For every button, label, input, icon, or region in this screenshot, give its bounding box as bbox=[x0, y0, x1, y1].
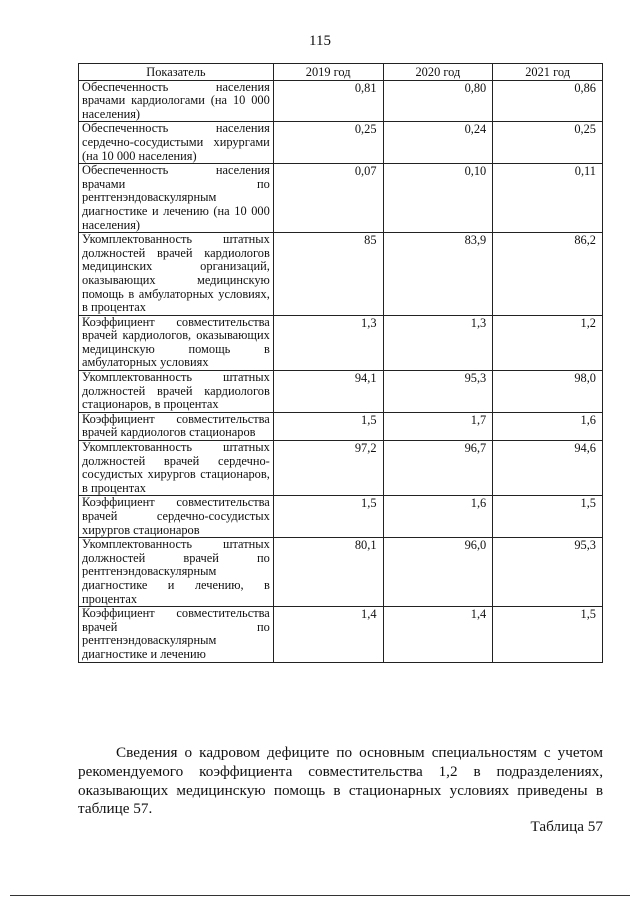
value-2021: 1,2 bbox=[493, 315, 603, 370]
value-2019: 1,4 bbox=[273, 607, 383, 662]
table-row bbox=[79, 122, 603, 164]
staffing-deficit-paragraph: Сведения о кадровом дефиците по основным специальностям с учетом рекомендуемого коэффициента совместительства 1,2 в подразделениях, оказывающих медицинскую помощь в стационарных условиях приведены в таблице 57. bbox=[78, 744, 603, 818]
indicator-cell: Укомплектованность штатных должностей врачей кардиологов стационаров, в процентах bbox=[79, 371, 274, 413]
value-2021: 0,25 bbox=[493, 122, 603, 164]
value-2019: 1,5 bbox=[273, 412, 383, 440]
value-2019: 94,1 bbox=[273, 371, 383, 413]
indicator-cell: Укомплектованность штатных должностей врачей сердечно-сосудистых хирургов стационаров, в процентах bbox=[79, 441, 274, 496]
value-2020: 95,3 bbox=[383, 371, 493, 413]
value-2021: 0,86 bbox=[493, 80, 603, 122]
table-row bbox=[79, 496, 603, 538]
value-2021: 98,0 bbox=[493, 371, 603, 413]
indicator-cell: Коэффициент совместительства врачей сердечно-сосудистых хирургов стационаров bbox=[79, 496, 274, 538]
table-caption: Таблица 57 bbox=[530, 818, 603, 835]
value-2019: 97,2 bbox=[273, 441, 383, 496]
table-row bbox=[79, 371, 603, 413]
value-2020: 1,7 bbox=[383, 412, 493, 440]
table-header-row bbox=[79, 64, 603, 81]
table-row bbox=[79, 233, 603, 316]
header-2021: 2021 год bbox=[493, 64, 603, 81]
value-2021: 0,11 bbox=[493, 164, 603, 233]
indicator-cell: Обеспеченность населения врачами кардиологами (на 10 000 населения) bbox=[79, 80, 274, 122]
table-row bbox=[79, 164, 603, 233]
value-2020: 0,24 bbox=[383, 122, 493, 164]
value-2019: 85 bbox=[273, 233, 383, 316]
value-2021: 86,2 bbox=[493, 233, 603, 316]
header-indicator: Показатель bbox=[79, 64, 274, 81]
value-2020: 0,10 bbox=[383, 164, 493, 233]
indicator-cell: Коэффициент совместительства врачей кардиологов стационаров bbox=[79, 412, 274, 440]
indicator-cell: Коэффициент совместительства врачей кардиологов, оказывающих медицинскую помощь в амбулаторных условиях bbox=[79, 315, 274, 370]
value-2020: 96,0 bbox=[383, 538, 493, 607]
indicator-cell: Обеспеченность населения сердечно-сосудистыми хирургами (на 10 000 населения) bbox=[79, 122, 274, 164]
staffing-indicators-table bbox=[78, 63, 603, 663]
value-2020: 1,6 bbox=[383, 496, 493, 538]
value-2021: 94,6 bbox=[493, 441, 603, 496]
table-row bbox=[79, 607, 603, 662]
indicator-cell: Укомплектованность штатных должностей врачей по рентгенэндоваскулярным диагностике и лечению, в процентах bbox=[79, 538, 274, 607]
table-row bbox=[79, 80, 603, 122]
page-bottom-rule bbox=[10, 895, 630, 896]
value-2019: 0,25 bbox=[273, 122, 383, 164]
table-row bbox=[79, 441, 603, 496]
header-2019: 2019 год bbox=[273, 64, 383, 81]
indicator-cell: Укомплектованность штатных должностей врачей кардиологов медицинских организаций, оказывающих медицинскую помощь в амбулаторных условиях, в процентах bbox=[79, 233, 274, 316]
indicator-cell: Обеспеченность населения врачами по рентгенэндоваскулярным диагностике и лечению (на 10 000 населения) bbox=[79, 164, 274, 233]
value-2020: 1,4 bbox=[383, 607, 493, 662]
table-row bbox=[79, 412, 603, 440]
value-2021: 1,6 bbox=[493, 412, 603, 440]
table-row bbox=[79, 315, 603, 370]
indicator-cell: Коэффициент совместительства врачей по рентгенэндоваскулярным диагностике и лечению bbox=[79, 607, 274, 662]
value-2020: 1,3 bbox=[383, 315, 493, 370]
value-2020: 83,9 bbox=[383, 233, 493, 316]
page-number: 115 bbox=[309, 33, 331, 49]
value-2020: 0,80 bbox=[383, 80, 493, 122]
value-2020: 96,7 bbox=[383, 441, 493, 496]
value-2021: 95,3 bbox=[493, 538, 603, 607]
header-2020: 2020 год bbox=[383, 64, 493, 81]
value-2019: 0,07 bbox=[273, 164, 383, 233]
value-2019: 1,5 bbox=[273, 496, 383, 538]
value-2019: 1,3 bbox=[273, 315, 383, 370]
value-2021: 1,5 bbox=[493, 496, 603, 538]
value-2019: 80,1 bbox=[273, 538, 383, 607]
value-2019: 0,81 bbox=[273, 80, 383, 122]
table-row bbox=[79, 538, 603, 607]
value-2021: 1,5 bbox=[493, 607, 603, 662]
